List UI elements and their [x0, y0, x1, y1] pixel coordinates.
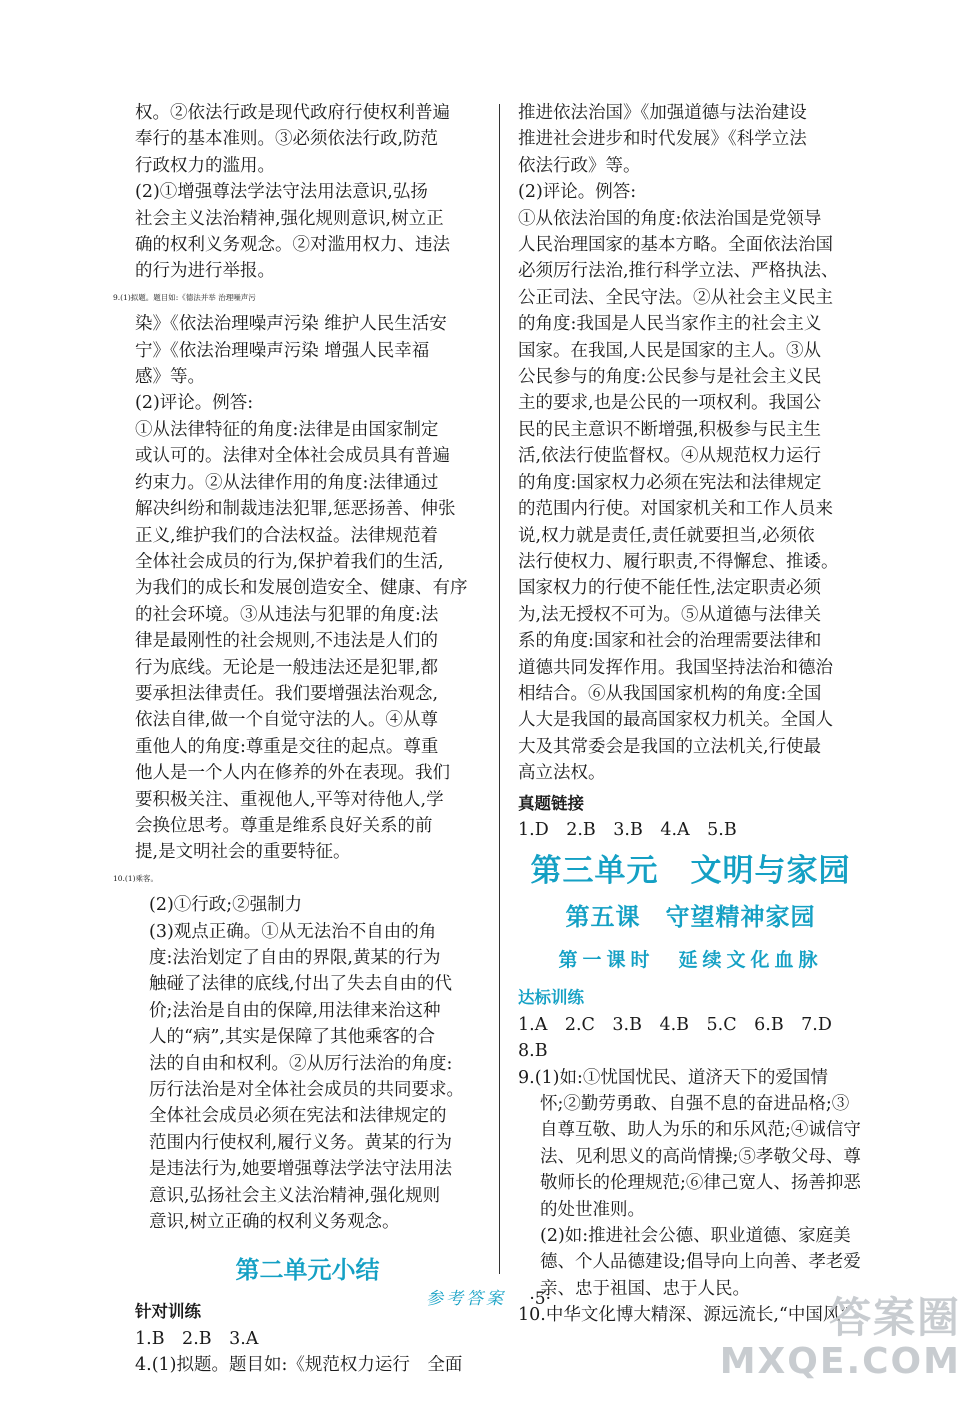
answer-line: 1.D 2.B 3.B 4.A 5.B: [518, 819, 737, 840]
text-line: 行为底线。无论是一般违法还是犯罪,都: [135, 657, 439, 678]
text-line: 奉行的基本准则。③必须依法行政,防范: [135, 129, 439, 150]
text-line: 相结合。⑥从我国国家机构的角度:全国: [518, 683, 822, 704]
text-line: 或认可的。法律对全体社会成员具有普遍: [135, 446, 450, 467]
text-line: 系的角度:国家和社会的治理需要法律和: [518, 631, 822, 652]
answer-line: 1.B 2.B 3.A: [135, 1328, 259, 1349]
text-line: 国家权力的行使不能任性,法定职责必须: [518, 578, 822, 599]
column-divider: [499, 104, 500, 1274]
text-line: (2)①行政;②强制力: [149, 895, 303, 916]
unit-3-heading: 第三单元 文明与家园: [530, 853, 851, 890]
text-line: 要承担法律责任。我们要增强法治观念,: [135, 683, 439, 704]
unit-2-summary-heading: 第二单元小结: [235, 1256, 380, 1285]
question-10: 10.(1)乘客。: [113, 873, 159, 883]
text-line: 大及其常委会是我国的立法机关,行使最: [518, 736, 822, 757]
text-line: 提,是文明社会的重要特征。: [135, 842, 351, 863]
text-line: 必须厉行法治,推行科学立法、严格执法、: [518, 261, 839, 282]
text-line: 怀;②勤劳勇敢、自强不息的奋进品格;③: [540, 1094, 850, 1114]
text-line: (2)①增强尊法学法守法用法意识,弘扬: [135, 182, 428, 203]
text-line: ①从依法治国的角度:依法治国是党领导: [518, 208, 822, 229]
text-line: (2)评论。例答:: [135, 393, 254, 414]
section-heading-real-exam-link: 真题链接: [518, 793, 584, 813]
text-line: 亲、忠于祖国、忠于人民。: [540, 1278, 750, 1299]
text-line: 依法自律,做一个自觉守法的人。④从尊: [135, 710, 439, 731]
text-line: 的处世准则。: [540, 1199, 645, 1220]
text-line: ①从法律特征的角度:法律是由国家制定: [135, 419, 439, 440]
period-1-heading: 第一课时 延续文化血脉: [558, 949, 823, 972]
text-line: 人大是我国的最高国家权力机关。全国人: [518, 710, 833, 731]
text-line: (2)如:推进社会公德、职业道德、家庭美: [540, 1226, 851, 1247]
text-line: (2)评论。例答:: [518, 182, 637, 203]
text-line: 活,依法行使监督权。④从规范权力运行: [518, 446, 822, 467]
watermark-title: 答案圈: [828, 1293, 961, 1342]
question-10-right: 10.中华文化博大精深、源远流长,“中国风”: [518, 1305, 850, 1326]
text-line: 公正司法、全民守法。②从社会主义民主: [518, 287, 833, 308]
question-9-right: 9.(1)如:①忧国忧民、道济天下的爱国情: [518, 1067, 828, 1088]
text-line: 行政权力的滥用。: [135, 155, 275, 176]
text-line: 要积极关注、重视他人,平等对待他人,学: [135, 789, 444, 810]
text-line: 公民参与的角度:公民参与是社会主义民: [518, 367, 822, 388]
text-line: 正义,维护我们的合法权益。法律规范着: [135, 525, 439, 546]
text-line: 宁》《依法治理噪声污染 增强人民幸福: [135, 340, 430, 361]
question-4: 4.(1)拟题。题目如:《规范权力运行 全面: [135, 1355, 463, 1376]
text-line: 敬师长的伦理规范;⑥律己宽人、扬善抑恶: [540, 1173, 861, 1194]
text-line: 道德共同发挥作用。我国坚持法治和德治: [518, 657, 833, 678]
text-line: 意识,弘扬社会主义法治精神,强化规则: [149, 1185, 441, 1206]
page-number: ·5·: [529, 1289, 552, 1309]
text-line: 是违法行为,她要增强尊法学法守法用法: [149, 1159, 453, 1180]
question-9: 9.(1)拟题。题目如:《德法并举 治理噪声污: [113, 292, 256, 302]
text-line: 说,权力就是责任,责任就要担当,必须依: [518, 525, 815, 546]
text-line: 意识,树立正确的权利义务观念。: [149, 1212, 400, 1233]
text-line: 解决纠纷和制裁违法犯罪,惩恶扬善、伸张: [135, 499, 456, 520]
text-line: 全体社会成员必须在宪法和法律规定的: [149, 1106, 447, 1127]
text-line: 推进依法治国》《加强道德与法治建设: [518, 103, 807, 123]
text-line: 感》等。: [135, 367, 205, 388]
text-line: 会换位思考。尊重是维系良好关系的前: [135, 815, 433, 836]
section-heading-standard-training: 达标训练: [518, 988, 584, 1008]
text-line: 人民治理国家的基本方略。全面依法治国: [518, 235, 833, 256]
text-line: 价;法治是自由的保障,用法律来治这种: [149, 1000, 441, 1021]
text-line: 法行使权力、履行职责,不得懈怠、推诿。: [518, 551, 839, 572]
text-line: 法、见利思义的高尚情操;⑤孝敬父母、尊: [540, 1146, 861, 1167]
text-line: 人的“病”,其实是保障了其他乘客的合: [149, 1027, 435, 1048]
text-line: 厉行法治是对全体社会成员的共同要求。: [149, 1080, 464, 1101]
text-line: 律是最刚性的社会规则,不违法是人们的: [135, 631, 439, 652]
text-line: 权。②依法行政是现代政府行使权利普遍: [135, 103, 450, 123]
text-line: 范围内行使权利,履行义务。黄某的行为: [149, 1132, 453, 1153]
text-line: 高立法权。: [518, 763, 606, 784]
text-line: 的范围内行使。对国家机关和工作人员来: [518, 499, 833, 520]
text-line: 染》《依法治理噪声污染 维护人民生活安: [135, 314, 447, 335]
right-column: [518, 100, 863, 1329]
text-line: 的行为进行举报。: [135, 261, 275, 282]
text-line: 主的要求,也是公民的一项权利。我国公: [518, 393, 822, 414]
text-line: 国家。在我国,人民是国家的主人。③从: [518, 340, 822, 361]
text-line: 民的民主意识不断增强,积极参与民主生: [518, 419, 822, 440]
watermark-url: MXQE.COM: [719, 1341, 961, 1382]
text-line: 自尊互敬、助人为乐的和乐风范;④诚信守: [540, 1120, 861, 1141]
watermark-logo: [720, 1294, 961, 1382]
text-line: 约束力。②从法律作用的角度:法律通过: [135, 472, 439, 493]
text-line: 社会主义法治精神,强化规则意识,树立正: [135, 208, 444, 229]
text-line: 确的权利义务观念。②对滥用权力、违法: [135, 235, 450, 256]
text-line: 推进社会进步和时代发展》《科学立法: [518, 129, 807, 150]
left-column: [113, 100, 480, 1379]
text-line: 度:法治划定了自由的界限,黄某的行为: [149, 948, 441, 968]
text-line: 为,法无授权不可为。⑤从道德与法律关: [518, 604, 822, 625]
answer-line: 1.A 2.C 3.B 4.B 5.C 6.B 7.D: [518, 1014, 832, 1035]
text-line: 的社会环境。③从违法与犯罪的角度:法: [135, 604, 439, 625]
text-line: 他人是一个人内在修养的外在表现。我们: [135, 763, 450, 784]
text-line: 的角度:我国是人民当家作主的社会主义: [518, 314, 822, 335]
text-line: 重他人的角度:尊重是交往的起点。尊重: [135, 736, 439, 757]
text-line: 的角度:国家权力必须在宪法和法律规定: [518, 472, 822, 493]
text-line: 依法行政》等。: [518, 155, 641, 176]
section-heading-targeted-training: 针对训练: [135, 1302, 201, 1322]
text-line: 法的自由和权利。②从厉行法治的角度:: [149, 1053, 453, 1074]
answer-line: 8.B: [518, 1041, 548, 1062]
text-line: (3)观点正确。①从无法治不自由的角: [149, 921, 437, 942]
footer-label: 参考答案: [425, 1289, 506, 1309]
text-line: 为我们的成长和发展创造安全、健康、有序: [135, 578, 468, 599]
lesson-5-heading: 第五课 守望精神家园: [565, 903, 816, 932]
text-line: 德、个人品德建设;倡导向上向善、孝老爱: [540, 1252, 861, 1273]
text-line: 全体社会成员的行为,保护着我们的生活,: [135, 551, 444, 572]
text-line: 触碰了法律的底线,付出了失去自由的代: [149, 974, 453, 995]
